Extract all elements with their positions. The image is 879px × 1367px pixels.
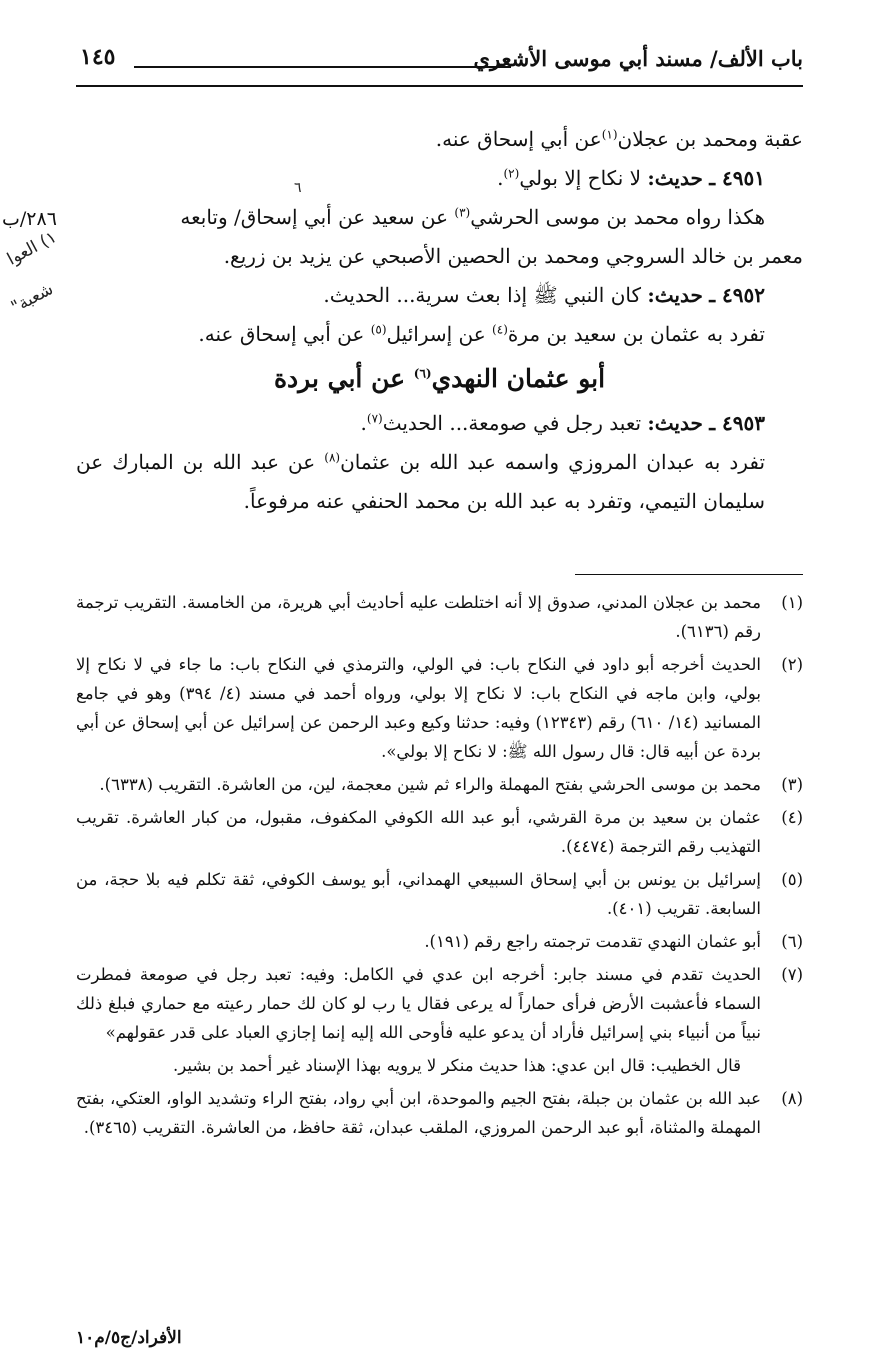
footnote-7-continuation: قال الخطيب: قال ابن عدي: هذا حديث منكر لا يرويه بهذا الإسناد غير أحمد بن بشير. — [173, 1056, 741, 1075]
footnote-divider — [575, 574, 803, 575]
footnote-text: الحديث أخرجه أبو داود في النكاح باب: في الولي، والترمذي في النكاح باب: ما جاء في لا نكاح إلا بولي، وابن ماجه في النكاح باب: لا نكاح إلا بولي، ورواه أحمد في مسند (٤/ ٣٩٤) وهو في جامع المسانيد (١٤/ ٦١٠) رقم (١٢٣٤٣) وفيه: حدثنا وكيع وعبد الرحمن عن إسرائيل عن أبي إسحاق عن أبي بردة عن أبيه قال: قال رسول الله ﷺ: لا نكاح إلا بولي». — [76, 655, 762, 761]
footnote-number: (٦) — [781, 932, 803, 951]
footnote-text: إسرائيل بن يونس بن أبي إسحاق السبيعي الهمداني، أبو يوسف الكوفي، ثقة تكلم فيه بلا حجة، من السابعة. تقريب (٤٠١). — [76, 870, 761, 918]
hadith-4952 — [76, 276, 803, 315]
hadith-text: تعبد رجل في صومعة... الحديث — [382, 411, 642, 435]
footnote-text: عبد الله بن عثمان بن جبلة، بفتح الجيم والموحدة، ابن أبي رواد، بفتح الراء وتشديد الواو، العتكي، بفتح المهملة والمثناة، أبو عبد الرحمن المروزي، الملقب عبدان، ثقة حافظ، من العاشرة. التقريب (٣٤٦٥). — [76, 1089, 761, 1137]
paragraph: تفرد به عثمان بن سعيد بن مرة$^{(٤)}$ عن إسرائيل$^{(٥)}$ عن أبي إسحاق عنه. — [198, 322, 765, 346]
paragraph: عقبة ومحمد بن عجلان$^{(١)}$عن أبي إسحاق عنه. — [435, 127, 803, 151]
footnote-2 — [76, 650, 803, 766]
header-dash-line — [134, 66, 511, 68]
footnote-ref: (٥) — [370, 322, 387, 337]
footnote-5 — [76, 865, 803, 923]
footnote-number: (٤) — [781, 808, 803, 827]
footnote-ref: (٧) — [366, 411, 383, 426]
handwritten-mark: ٦ — [294, 180, 302, 196]
header-title: باب الألف/ مسند أبي موسى الأشعري — [473, 46, 803, 71]
footnote-8 — [76, 1084, 803, 1142]
footnote-number: (٧) — [781, 965, 803, 984]
hadith-label: حديث: — [647, 411, 703, 435]
footnotes — [76, 588, 803, 1146]
footnote-1 — [76, 588, 803, 646]
book-page — [76, 40, 803, 1348]
page-signature: الأفراد/ج٥/م١٠ — [76, 1328, 182, 1348]
footnote-ref: (٦) — [413, 366, 432, 381]
footnote-number: (٣) — [781, 775, 803, 794]
folio-marker: ٢٨٦/ب — [2, 208, 57, 230]
hadith-label: حديث: — [647, 283, 703, 307]
paragraph: معمر بن خالد السروجي ومحمد بن الحصين الأصبحي عن يزيد بن زريع. — [223, 244, 803, 268]
section-heading: أبو عثمان النهدي$^{(٦)}$ عن أبي بردة — [273, 364, 606, 393]
footnote-4 — [76, 803, 803, 861]
hadith-4951: ٤٩٥١ ـ حديث: لا نكاح إلا بولي$^{(٢)}$. — [497, 166, 765, 190]
handwritten-note-line-2: شعبة" — [8, 279, 57, 318]
hadith-text: كان النبي ﷺ إذا بعث سرية... الحديث. — [323, 283, 642, 307]
footnote-text: أبو عثمان النهدي تقدمت ترجمته راجع رقم (١٩١). — [424, 932, 761, 951]
header-rule — [76, 85, 803, 87]
footnote-ref: (٣) — [454, 205, 471, 220]
footnote-ref: (٨) — [324, 450, 341, 465]
footnote-number: (٨) — [781, 1089, 803, 1108]
footnote-6 — [76, 927, 803, 956]
hadith-text: لا نكاح إلا بولي — [519, 166, 642, 190]
main-text — [76, 120, 803, 521]
footnote-ref: (١) — [601, 127, 618, 142]
footnote-text: الحديث تقدم في مسند جابر: أخرجه ابن عدي في الكامل: وفيه: تعبد رجل في صومعة فمطرت السماء فأعشبت الأرض فرأى حماراً له يرعى فقال يا رب لو كان لك حمار رعيته مع حماري فبلغ ذلك نبياً من أنبياء بني إسرائيل فأراد أن يدعو عليه فأوحى الله إليه إنما إجازي العباد على قدر عقولهم» — [76, 965, 761, 1042]
page-number: ١٤٥ — [80, 44, 116, 70]
handwritten-note-line-1: ١) العوا — [4, 227, 61, 270]
hadith-label: حديث: — [647, 166, 703, 190]
paragraph: هكذا رواه محمد بن موسى الحرشي$^{(٣)}$ عن سعيد عن أبي إسحاق/ وتابعه — [180, 205, 765, 229]
footnote-text: محمد بن عجلان المدني، صدوق إلا أنه اختلطت عليه أحاديث أبي هريرة، من الخامسة. التقريب ترجمة رقم (٦١٣٦). — [76, 593, 761, 641]
paragraph: تفرد به عبدان المروزي واسمه عبد الله بن عثمان$^{(٨)}$ عن عبد الله بن المبارك عن سليمان التيمي، وتفرد به عبد الله بن محمد الحنفي عنه مرفوعاً. — [76, 450, 766, 513]
hadith-number: ٤٩٥٣ ـ — [709, 411, 765, 435]
footnote-3 — [76, 770, 803, 799]
footnote-number: (٢) — [781, 655, 803, 674]
footnote-text: عثمان بن سعيد بن مرة القرشي، أبو عبد الله الكوفي المكفوف، مقبول، من كبار العاشرة. تقريب التهذيب رقم الترجمة (٤٤٧٤). — [76, 808, 761, 856]
footnote-text: محمد بن موسى الحرشي بفتح المهملة والراء ثم شين معجمة، لين، من العاشرة. التقريب (٦٣٣٨). — [99, 775, 761, 794]
running-header — [76, 40, 803, 80]
footnote-number: (٥) — [781, 870, 803, 889]
hadith-4953: ٤٩٥٣ ـ حديث: تعبد رجل في صومعة... الحديث$^{(٧)}$. — [360, 411, 765, 435]
footnote-ref: (٤) — [492, 322, 508, 337]
footnote-7 — [76, 960, 803, 1047]
hadith-number: ٤٩٥١ ـ — [709, 166, 765, 190]
footnote-ref: (٢) — [503, 166, 520, 181]
hadith-number: ٤٩٥٢ ـ — [709, 283, 765, 307]
footnote-number: (١) — [781, 593, 803, 612]
